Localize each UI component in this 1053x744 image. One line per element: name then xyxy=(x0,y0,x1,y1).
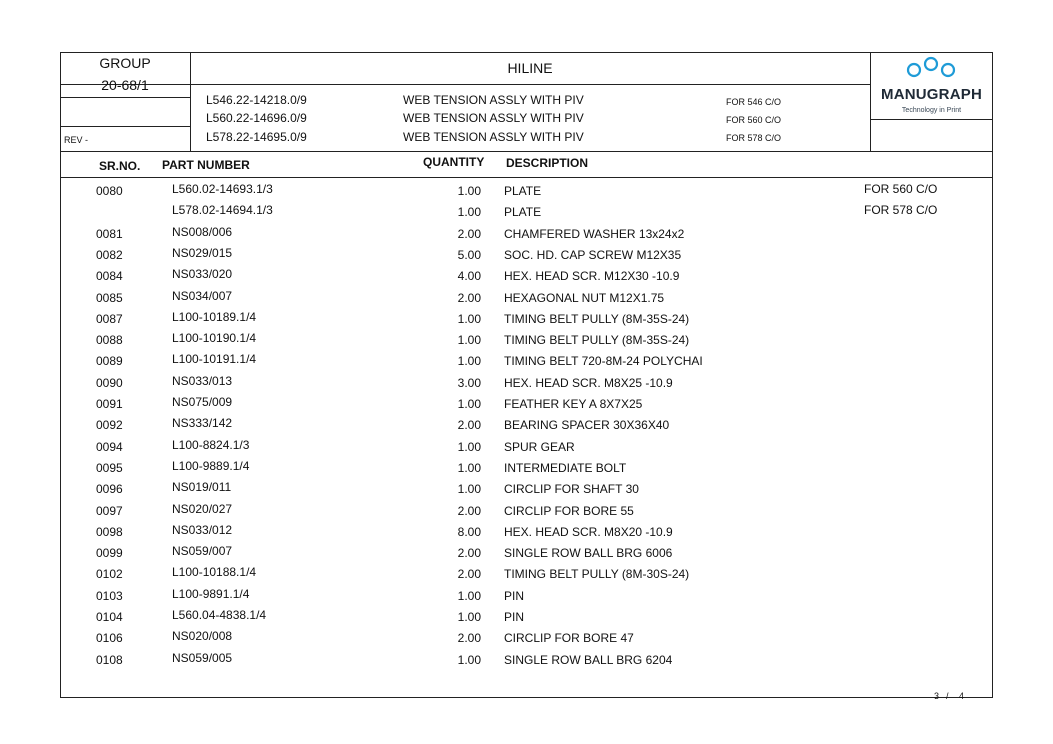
row-sr-no: 0085 xyxy=(96,291,123,305)
row-description: CHAMFERED WASHER 13x24x2 xyxy=(504,227,685,241)
row-sr-no: 0099 xyxy=(96,546,123,560)
row-sr-no: 0088 xyxy=(96,333,123,347)
row-sr-no: 0103 xyxy=(96,589,123,603)
row-quantity: 1.00 xyxy=(457,589,481,603)
row-quantity: 2.00 xyxy=(457,227,481,241)
assembly-part-number: L578.22-14695.0/9 xyxy=(206,130,307,144)
rev-label: REV - xyxy=(64,135,89,145)
row-quantity: 1.00 xyxy=(457,653,481,667)
row-part-number: NS019/011 xyxy=(172,480,232,494)
row-part-number: NS020/008 xyxy=(172,629,233,643)
assembly-for: FOR 560 C/O xyxy=(726,115,782,125)
row-description: INTERMEDIATE BOLT xyxy=(504,461,627,475)
manugraph-rings-icon xyxy=(905,56,957,78)
assembly-for: FOR 546 C/O xyxy=(726,97,782,107)
row-part-number: L100-10189.1/4 xyxy=(172,310,257,324)
row-part-number: L100-10191.1/4 xyxy=(172,352,257,366)
group-code: 20-68/1 xyxy=(101,77,149,93)
row-part-number: L560.04-4838.1/4 xyxy=(172,608,267,622)
page-separator: / xyxy=(946,691,949,701)
row-note: FOR 578 C/O xyxy=(864,203,938,217)
row-description: TIMING BELT PULLY (8M-35S-24) xyxy=(504,312,690,326)
row-part-number: NS034/007 xyxy=(172,289,233,303)
row-sr-no: 0090 xyxy=(96,376,123,390)
row-part-number: NS029/015 xyxy=(172,246,233,260)
column-header-quantity: QUANTITY xyxy=(423,155,485,169)
row-part-number: NS033/013 xyxy=(172,374,233,388)
row-sr-no: 0098 xyxy=(96,525,123,539)
row-sr-no: 0106 xyxy=(96,631,123,645)
header-bottom-line xyxy=(60,151,993,152)
row-sr-no: 0080 xyxy=(96,184,123,198)
row-sr-no: 0089 xyxy=(96,354,123,368)
row-sr-no: 0096 xyxy=(96,482,123,496)
row-description: PLATE xyxy=(504,184,542,198)
row-description: HEX. HEAD SCR. M8X20 -10.9 xyxy=(504,525,673,539)
row-quantity: 1.00 xyxy=(457,333,481,347)
row-quantity: 1.00 xyxy=(457,610,481,624)
row-sr-no: 0097 xyxy=(96,504,123,518)
row-part-number: L100-8824.1/3 xyxy=(172,438,250,452)
row-description: PIN xyxy=(504,610,525,624)
row-sr-no: 0104 xyxy=(96,610,123,624)
row-part-number: L560.02-14693.1/3 xyxy=(172,182,273,196)
row-sr-no: 0081 xyxy=(96,227,123,241)
column-header-part-number: PART NUMBER xyxy=(162,158,250,172)
row-quantity: 2.00 xyxy=(457,546,481,560)
row-quantity: 8.00 xyxy=(457,525,481,539)
page-title: HILINE xyxy=(507,60,553,76)
row-quantity: 5.00 xyxy=(457,248,481,262)
assembly-part-number: L560.22-14696.0/9 xyxy=(206,111,307,125)
row-description: CIRCLIP FOR BORE 47 xyxy=(504,631,634,645)
row-quantity: 1.00 xyxy=(457,461,481,475)
row-part-number: NS008/006 xyxy=(172,225,233,239)
row-part-number: NS059/007 xyxy=(172,544,233,558)
row-part-number: L100-10190.1/4 xyxy=(172,331,257,345)
row-description: BEARING SPACER 30X36X40 xyxy=(504,418,670,432)
group-divider xyxy=(60,97,190,98)
row-quantity: 4.00 xyxy=(457,269,481,283)
row-description: PIN xyxy=(504,589,525,603)
row-part-number: L100-10188.1/4 xyxy=(172,565,257,579)
row-quantity: 2.00 xyxy=(457,418,481,432)
row-description: HEXAGONAL NUT M12X1.75 xyxy=(504,291,665,305)
row-quantity: 1.00 xyxy=(457,482,481,496)
row-sr-no: 0108 xyxy=(96,653,123,667)
row-quantity: 2.00 xyxy=(457,504,481,518)
column-header-sr-no: SR.NO. xyxy=(99,159,141,173)
row-part-number: L578.02-14694.1/3 xyxy=(172,203,273,217)
logo-tagline: Technology in Print xyxy=(901,107,962,114)
assembly-description: WEB TENSION ASSLY WITH PIV xyxy=(403,130,584,144)
column-header-line xyxy=(60,177,993,178)
row-part-number: NS033/020 xyxy=(172,267,233,281)
page-number: 3 xyxy=(934,691,940,701)
row-description: TIMING BELT PULLY (8M-30S-24) xyxy=(504,567,690,581)
manugraph-logo xyxy=(871,53,992,119)
column-header-description: DESCRIPTION xyxy=(506,156,589,170)
row-part-number: NS333/142 xyxy=(172,416,233,430)
row-description: HEX. HEAD SCR. M12X30 -10.9 xyxy=(504,269,680,283)
row-quantity: 1.00 xyxy=(457,440,481,454)
row-part-number: NS075/009 xyxy=(172,395,233,409)
row-quantity: 2.00 xyxy=(457,631,481,645)
row-sr-no: 0082 xyxy=(96,248,123,262)
row-part-number: NS020/027 xyxy=(172,502,233,516)
row-description: CIRCLIP FOR SHAFT 30 xyxy=(504,482,639,496)
row-sr-no: 0091 xyxy=(96,397,123,411)
row-description: SINGLE ROW BALL BRG 6204 xyxy=(504,653,673,667)
rev-divider xyxy=(60,126,190,127)
row-quantity: 1.00 xyxy=(457,184,481,198)
assembly-for: FOR 578 C/O xyxy=(726,133,782,143)
page-total: 4 xyxy=(959,691,965,701)
row-sr-no: 0102 xyxy=(96,567,123,581)
row-description: SOC. HD. CAP SCREW M12X35 xyxy=(504,248,682,262)
row-quantity: 1.00 xyxy=(457,205,481,219)
row-part-number: NS059/005 xyxy=(172,651,233,665)
row-description: TIMING BELT PULLY (8M-35S-24) xyxy=(504,333,690,347)
row-sr-no: 0087 xyxy=(96,312,123,326)
row-description: TIMING BELT 720-8M-24 POLYCHAI xyxy=(504,354,703,368)
row-quantity: 3.00 xyxy=(457,376,481,390)
row-quantity: 2.00 xyxy=(457,567,481,581)
row-quantity: 2.00 xyxy=(457,291,481,305)
row-description: FEATHER KEY A 8X7X25 xyxy=(504,397,643,411)
assembly-description: WEB TENSION ASSLY WITH PIV xyxy=(403,111,584,125)
row-sr-no: 0092 xyxy=(96,418,123,432)
logo-wordmark: MANUGRAPH xyxy=(881,86,982,103)
row-description: SINGLE ROW BALL BRG 6006 xyxy=(504,546,673,560)
row-quantity: 1.00 xyxy=(457,312,481,326)
row-sr-no: 0095 xyxy=(96,461,123,475)
row-description: HEX. HEAD SCR. M8X25 -10.9 xyxy=(504,376,673,390)
row-note: FOR 560 C/O xyxy=(864,182,938,196)
row-sr-no: 0094 xyxy=(96,440,123,454)
row-part-number: NS033/012 xyxy=(172,523,233,537)
row-part-number: L100-9889.1/4 xyxy=(172,459,250,473)
assembly-description: WEB TENSION ASSLY WITH PIV xyxy=(403,93,584,107)
row-part-number: L100-9891.1/4 xyxy=(172,587,250,601)
row-description: PLATE xyxy=(504,205,542,219)
row-quantity: 1.00 xyxy=(457,354,481,368)
row-description: CIRCLIP FOR BORE 55 xyxy=(504,504,634,518)
row-quantity: 1.00 xyxy=(457,397,481,411)
group-label: GROUP xyxy=(99,55,151,71)
assembly-part-number: L546.22-14218.0/9 xyxy=(206,93,307,107)
row-description: SPUR GEAR xyxy=(504,440,575,454)
row-sr-no: 0084 xyxy=(96,269,123,283)
logo-divider xyxy=(870,119,993,120)
